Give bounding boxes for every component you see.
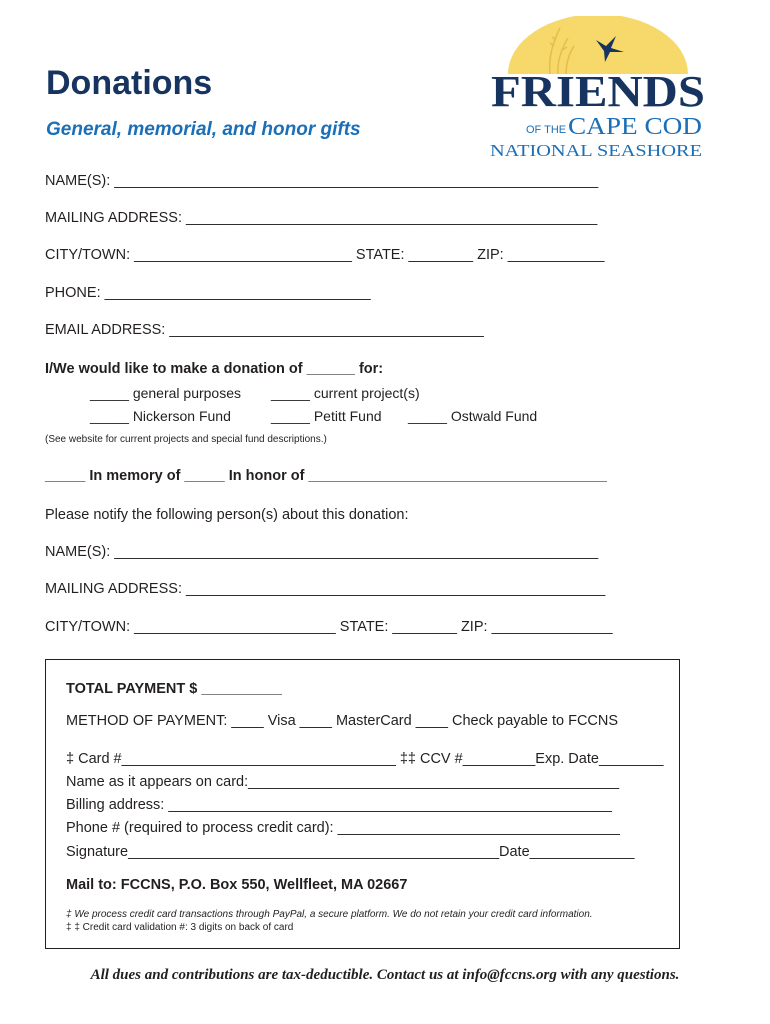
option-petitt-fund[interactable]: _____ Petitt Fund: [271, 408, 382, 424]
total-payment-field[interactable]: TOTAL PAYMENT $ __________: [66, 681, 282, 697]
logo-of-the: OF THE: [526, 124, 567, 136]
page-subtitle: General, memorial, and honor gifts: [46, 119, 361, 140]
option-nickerson-fund[interactable]: _____ Nickerson Fund: [90, 408, 231, 424]
donor-phone-field[interactable]: PHONE: _________________________________: [45, 285, 371, 301]
sun-shape: [508, 16, 688, 74]
card-number-field[interactable]: ‡ Card #__________________________________ ‡‡ CCV #_________Exp. Date________: [66, 751, 664, 767]
notify-heading: Please notify the following person(s) about this donation:: [45, 507, 409, 523]
billing-address-field[interactable]: Billing address: _______________________________________________________: [66, 797, 612, 813]
notify-address-field[interactable]: MAILING ADDRESS: ____________________________________________________: [45, 581, 606, 597]
logo-cape-cod: CAPE COD: [568, 114, 702, 140]
donor-names-field[interactable]: NAME(S): ____________________________________________________________: [45, 173, 599, 189]
mail-to-address: Mail to: FCCNS, P.O. Box 550, Wellfleet, MA 02667: [66, 877, 408, 893]
notify-names-field[interactable]: NAME(S): ____________________________________________________________: [45, 544, 599, 560]
page-title: Donations: [46, 64, 213, 102]
donation-heading[interactable]: I/We would like to make a donation of ______ for:: [45, 361, 384, 377]
tribute-line[interactable]: _____ In memory of _____ In honor of _____________________________________: [45, 468, 607, 484]
option-ostwald-fund[interactable]: _____ Ostwald Fund: [408, 408, 538, 424]
logo-national-seashore: NATIONAL SEASHORE: [490, 141, 702, 160]
phone-card-field[interactable]: Phone # (required to process credit card): ___________________________________: [66, 820, 620, 836]
footer-note: All dues and contributions are tax-deductible. Contact us at info@fccns.org with any questions.: [90, 967, 680, 983]
donor-email-field[interactable]: EMAIL ADDRESS: _______________________________________: [45, 322, 484, 338]
option-general-purposes[interactable]: _____ general purposes: [90, 385, 242, 401]
friends-cape-cod-logo: [478, 16, 718, 164]
ccv-footnote: ‡ ‡ Credit card validation #: 3 digits on back of card: [66, 922, 294, 933]
logo-friends: FRIENDS: [491, 67, 705, 116]
signature-date-field[interactable]: Signature______________________________________________Date_____________: [66, 844, 635, 860]
notify-city-state-zip-field[interactable]: CITY/TOWN: _________________________ STATE: ________ ZIP: _______________: [45, 619, 613, 635]
payment-method-field[interactable]: METHOD OF PAYMENT: ____ Visa ____ MasterCard ____ Check payable to FCCNS: [66, 713, 619, 729]
paypal-footnote: ‡ We process credit card transactions through PayPal, a secure platform. We do not retain your credit card information.: [66, 909, 593, 920]
donor-address-field[interactable]: MAILING ADDRESS: ___________________________________________________: [45, 210, 598, 226]
fund-note: (See website for current projects and special fund descriptions.): [45, 434, 327, 445]
name-on-card-field[interactable]: Name as it appears on card:______________________________________________: [66, 774, 620, 790]
option-current-projects[interactable]: _____ current project(s): [271, 385, 420, 401]
donor-city-state-zip-field[interactable]: CITY/TOWN: ___________________________ STATE: ________ ZIP: ____________: [45, 247, 605, 263]
